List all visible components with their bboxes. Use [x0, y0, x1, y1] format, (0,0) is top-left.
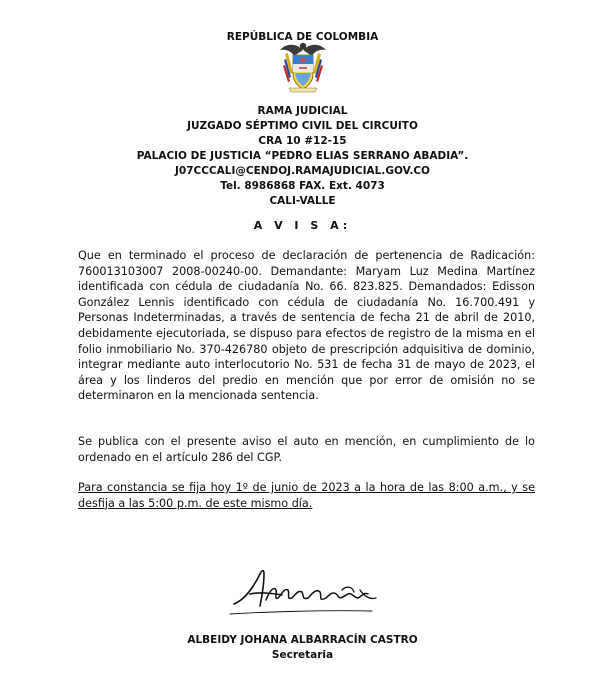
- notice-paragraph-posting: Para constancia se fija hoy 1º de junio de 2023 a la hora de las 8:00 a.m., y se desfija a las 5:00 p.m. de este mismo día.: [78, 481, 535, 510]
- notice-paragraph-main: Que en terminado el proceso de declaración de pertenencia de Radicación: 760013103007 2008-00240-00. Demandante: Maryam Luz Medina Martínez identificada con cédula de ciudadanía No. 66. 823.825. Demandados: Edisson González Lennis identificado con cédula de ciudadanía No. 16.700.491 y Personas Indeterminadas, a través de sentencia de fecha 21 de abril de 2010, debidamente ejecutoriada, se dispuso para efectos de registro de la misma en el folio inmobiliario No. 370-426780 objeto de prescripción adquisitiva de dominio, integrar mediante auto interlocutorio No. 531 de fecha 31 de mayo de 2023, el área y los linderos del predio en mención que por error de omisión no se determinaron en la mencionada sentencia.: [78, 249, 535, 403]
- signer-role: Secretaria: [271, 649, 334, 661]
- country-heading: REPÚBLICA DE COLOMBIA: [226, 31, 379, 43]
- header-line-phone: Tel. 8986868 FAX. Ext. 4073: [220, 180, 385, 192]
- signer-name: ALBEIDY JOHANA ALBARRACÍN CASTRO: [187, 634, 418, 646]
- header-line-branch: RAMA JUDICIAL: [257, 105, 348, 117]
- header-line-court: JUZGADO SÉPTIMO CIVIL DEL CIRCUITO: [187, 120, 418, 132]
- notice-title: A V I S A:: [253, 219, 352, 232]
- coat-of-arms-seal: [279, 40, 327, 95]
- header-line-building: PALACIO DE JUSTICIA “PEDRO ELIAS SERRANO ABADIA”.: [136, 150, 469, 162]
- header-line-email: J07CCCALI@CENDOJ.RAMAJUDICIAL.GOV.CO: [175, 165, 430, 177]
- header-line-address: CRA 10 #12-15: [258, 135, 347, 147]
- notice-paragraph-publication: Se publica con el presente aviso el auto en mención, en cumplimiento de lo ordenado en el artículo 286 del CGP.: [78, 435, 535, 464]
- header-line-city: CALI-VALLE: [269, 195, 336, 207]
- handwritten-signature: [222, 560, 392, 620]
- court-header: [0, 104, 605, 209]
